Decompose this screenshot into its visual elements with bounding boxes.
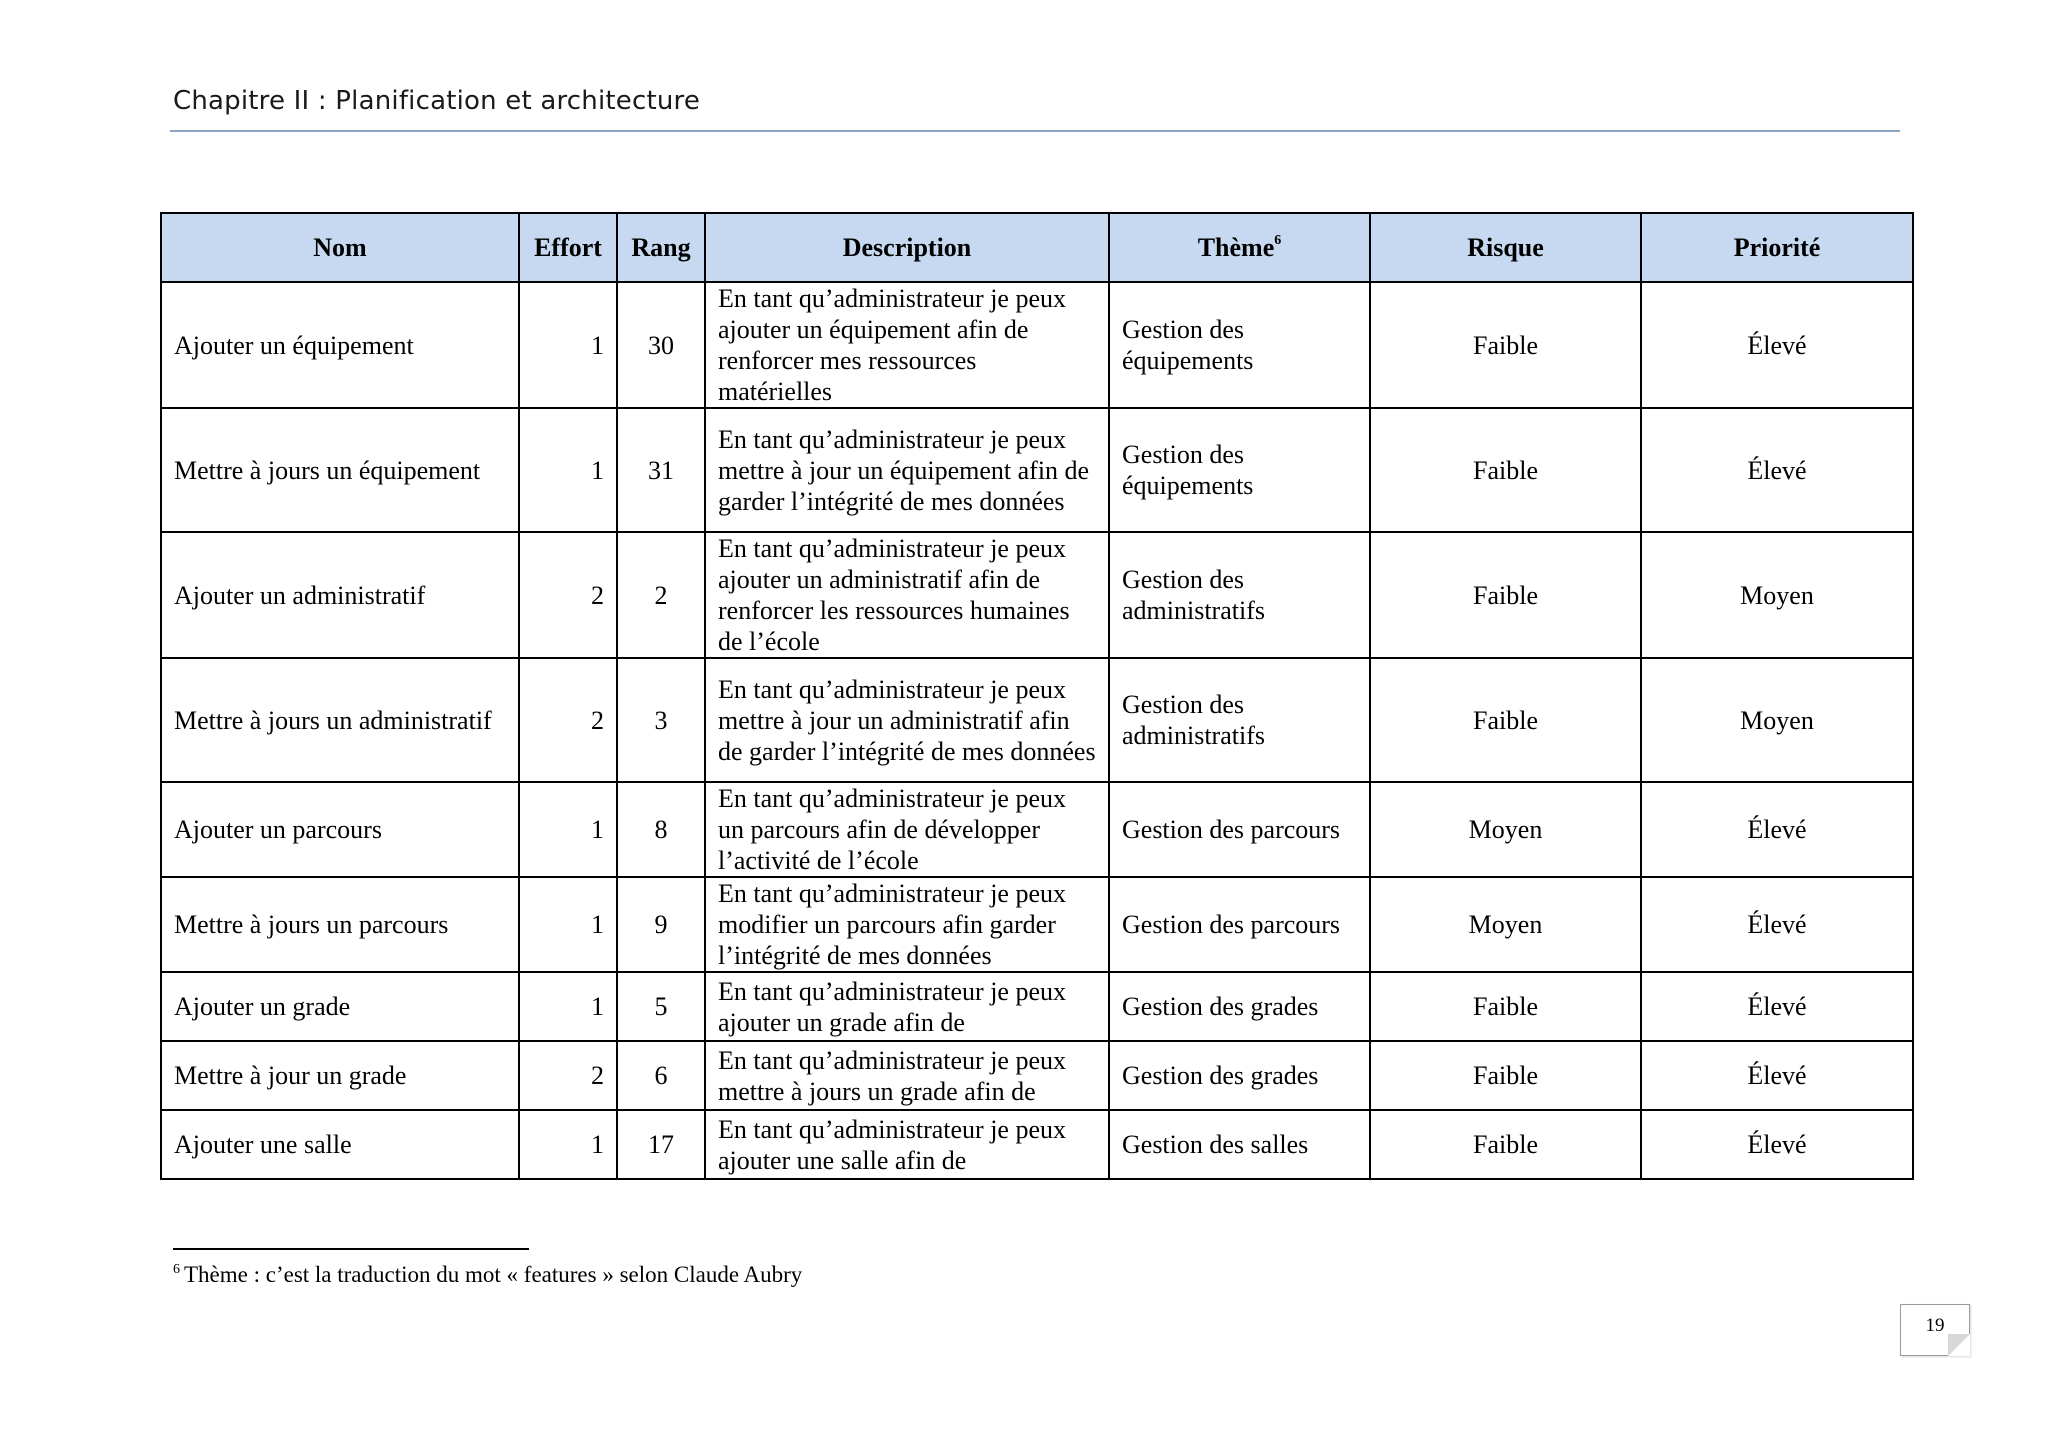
cell-risque: Moyen [1370, 877, 1641, 972]
table-row [161, 972, 1913, 1041]
cell-nom: Mettre à jours un équipement [161, 408, 519, 532]
table-row [161, 658, 1913, 782]
cell-theme: Gestion des parcours [1109, 877, 1370, 972]
cell-priorite: Élevé [1641, 1110, 1913, 1179]
cell-effort: 1 [519, 408, 617, 532]
cell-rang: 9 [617, 877, 705, 972]
cell-effort: 2 [519, 532, 617, 658]
cell-rang: 17 [617, 1110, 705, 1179]
footnote [173, 1262, 802, 1288]
table-row [161, 1110, 1913, 1179]
cell-effort: 1 [519, 877, 617, 972]
cell-theme: Gestion des équipements [1109, 408, 1370, 532]
cell-risque: Faible [1370, 1110, 1641, 1179]
cell-rang: 6 [617, 1041, 705, 1110]
footnote-text: Thème : c’est la traduction du mot « features » selon Claude Aubry [184, 1262, 803, 1287]
cell-risque: Faible [1370, 408, 1641, 532]
cell-nom: Ajouter une salle [161, 1110, 519, 1179]
cell-priorite: Élevé [1641, 877, 1913, 972]
cell-theme: Gestion des salles [1109, 1110, 1370, 1179]
backlog-table [160, 212, 1914, 1180]
column-header-theme [1109, 213, 1370, 282]
table-header-row [161, 213, 1913, 282]
page-corner-fold-icon [1948, 1334, 1970, 1356]
cell-nom: Mettre à jours un administratif [161, 658, 519, 782]
cell-rang: 5 [617, 972, 705, 1041]
cell-risque: Faible [1370, 658, 1641, 782]
cell-theme: Gestion des administratifs [1109, 658, 1370, 782]
cell-effort: 2 [519, 658, 617, 782]
cell-effort: 1 [519, 282, 617, 408]
cell-description: En tant qu’administrateur je peux ajouter une salle afin de [705, 1110, 1109, 1179]
cell-nom: Mettre à jour un grade [161, 1041, 519, 1110]
cell-risque: Moyen [1370, 782, 1641, 877]
footnote-rule [173, 1248, 529, 1250]
cell-description: En tant qu’administrateur je peux ajouter un grade afin de [705, 972, 1109, 1041]
cell-rang: 30 [617, 282, 705, 408]
cell-effort: 1 [519, 1110, 617, 1179]
table-row [161, 877, 1913, 972]
cell-nom: Ajouter un parcours [161, 782, 519, 877]
cell-description: En tant qu’administrateur je peux ajouter un administratif afin de renforcer les ressources humaines de l’école [705, 532, 1109, 658]
table-row [161, 782, 1913, 877]
table-row [161, 532, 1913, 658]
column-header-risque: Risque [1370, 213, 1641, 282]
cell-risque: Faible [1370, 1041, 1641, 1110]
cell-nom: Ajouter un administratif [161, 532, 519, 658]
column-header-priorite: Priorité [1641, 213, 1913, 282]
cell-description: En tant qu’administrateur je peux mettre à jours un grade afin de [705, 1041, 1109, 1110]
cell-theme: Gestion des administratifs [1109, 532, 1370, 658]
cell-description: En tant qu’administrateur je peux mettre à jour un administratif afin de garder l’intégrité de mes données [705, 658, 1109, 782]
cell-risque: Faible [1370, 282, 1641, 408]
cell-priorite: Élevé [1641, 282, 1913, 408]
cell-description: En tant qu’administrateur je peux ajouter un équipement afin de renforcer mes ressources matérielles [705, 282, 1109, 408]
column-header-description: Description [705, 213, 1109, 282]
cell-rang: 31 [617, 408, 705, 532]
cell-theme: Gestion des parcours [1109, 782, 1370, 877]
cell-rang: 3 [617, 658, 705, 782]
cell-theme: Gestion des grades [1109, 972, 1370, 1041]
column-header-nom: Nom [161, 213, 519, 282]
footnote-number: 6 [173, 1262, 180, 1277]
page-number-box [1900, 1304, 1970, 1356]
cell-priorite: Élevé [1641, 782, 1913, 877]
cell-effort: 1 [519, 782, 617, 877]
cell-priorite: Moyen [1641, 658, 1913, 782]
cell-priorite: Élevé [1641, 1041, 1913, 1110]
cell-nom: Ajouter un grade [161, 972, 519, 1041]
table-row [161, 1041, 1913, 1110]
cell-priorite: Élevé [1641, 408, 1913, 532]
cell-theme: Gestion des équipements [1109, 282, 1370, 408]
cell-description: En tant qu’administrateur je peux modifier un parcours afin garder l’intégrité de mes données [705, 877, 1109, 972]
column-header-rang: Rang [617, 213, 705, 282]
cell-effort: 1 [519, 972, 617, 1041]
cell-effort: 2 [519, 1041, 617, 1110]
cell-theme: Gestion des grades [1109, 1041, 1370, 1110]
page-number: 19 [1925, 1315, 1945, 1336]
header-rule [170, 130, 1900, 132]
cell-risque: Faible [1370, 972, 1641, 1041]
cell-description: En tant qu’administrateur je peux mettre à jour un équipement afin de garder l’intégrité de mes données [705, 408, 1109, 532]
theme-footnote-ref[interactable]: 6 [1274, 233, 1282, 248]
cell-nom: Ajouter un équipement [161, 282, 519, 408]
cell-risque: Faible [1370, 532, 1641, 658]
theme-header-label: Thème [1197, 233, 1275, 262]
column-header-effort: Effort [519, 213, 617, 282]
cell-rang: 2 [617, 532, 705, 658]
cell-description: En tant qu’administrateur je peux un parcours afin de développer l’activité de l’école [705, 782, 1109, 877]
cell-priorite: Élevé [1641, 972, 1913, 1041]
table-row [161, 408, 1913, 532]
chapter-header: Chapitre II : Planification et architecture [173, 86, 701, 116]
table-row [161, 282, 1913, 408]
cell-priorite: Moyen [1641, 532, 1913, 658]
cell-nom: Mettre à jours un parcours [161, 877, 519, 972]
cell-rang: 8 [617, 782, 705, 877]
